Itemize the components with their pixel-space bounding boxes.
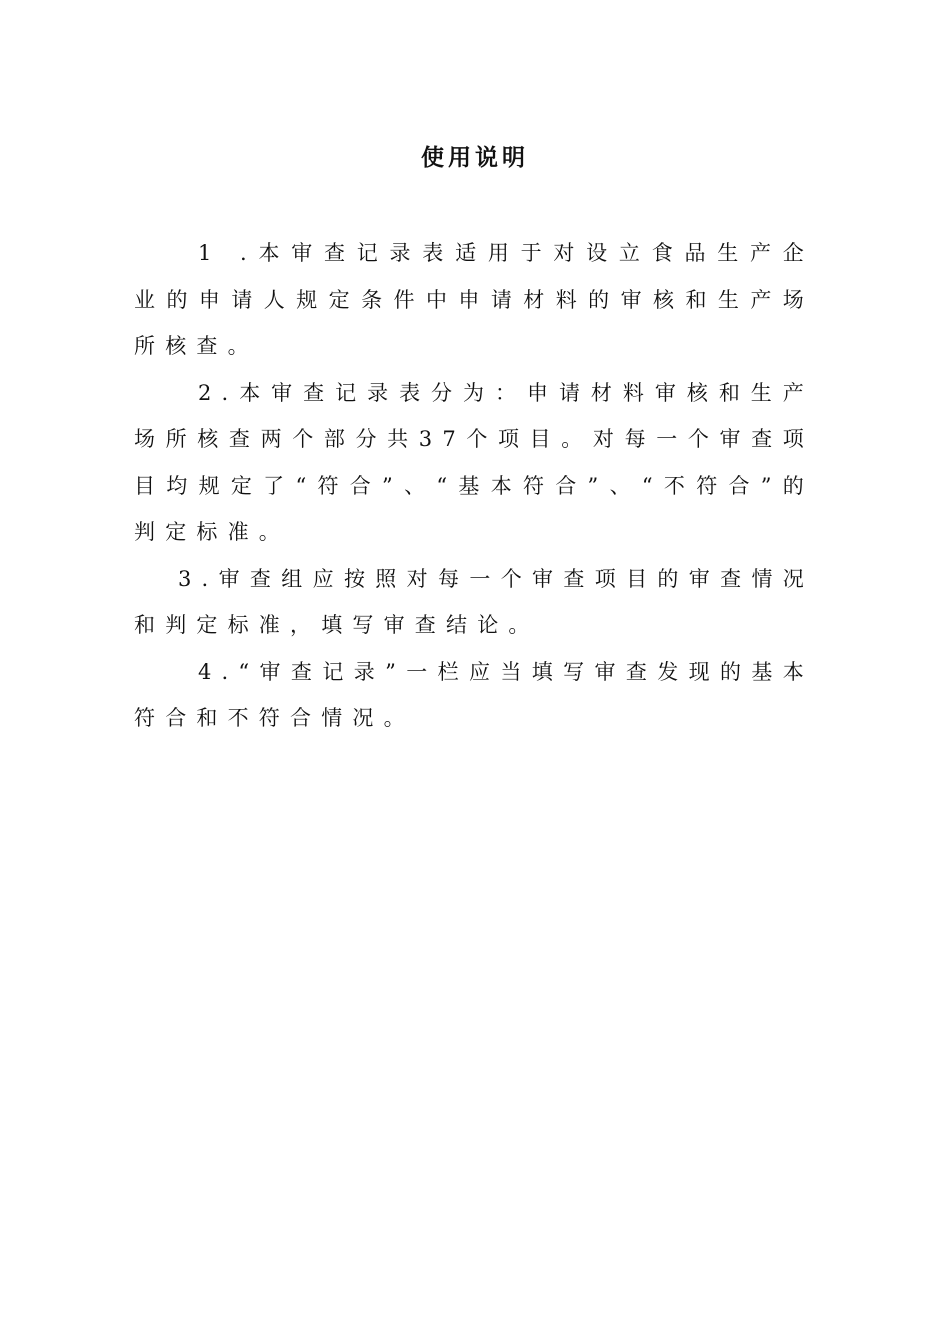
document-title: 使用说明	[421, 145, 529, 171]
instruction-paragraph-1: 1 .本审查记录表适用于对设立食品生产企业的申请人规定条件中申请材料的审核和生产场所核查。	[134, 241, 814, 358]
instruction-paragraph-3: 3.审查组应按照对每一个审查项目的审查情况和判定标准，填写审查结论。	[134, 566, 814, 637]
document-body	[134, 230, 814, 742]
instruction-paragraph-2: 2.本审查记录表分为：申请材料审核和生产场所核查两个部分共37个项目。对每一个审查项目均规定了“符合”、“基本符合”、“不符合”的判定标准。	[134, 380, 814, 544]
instruction-paragraph-4: 4.“审查记录”一栏应当填写审查发现的基本符合和不符合情况。	[134, 659, 814, 730]
